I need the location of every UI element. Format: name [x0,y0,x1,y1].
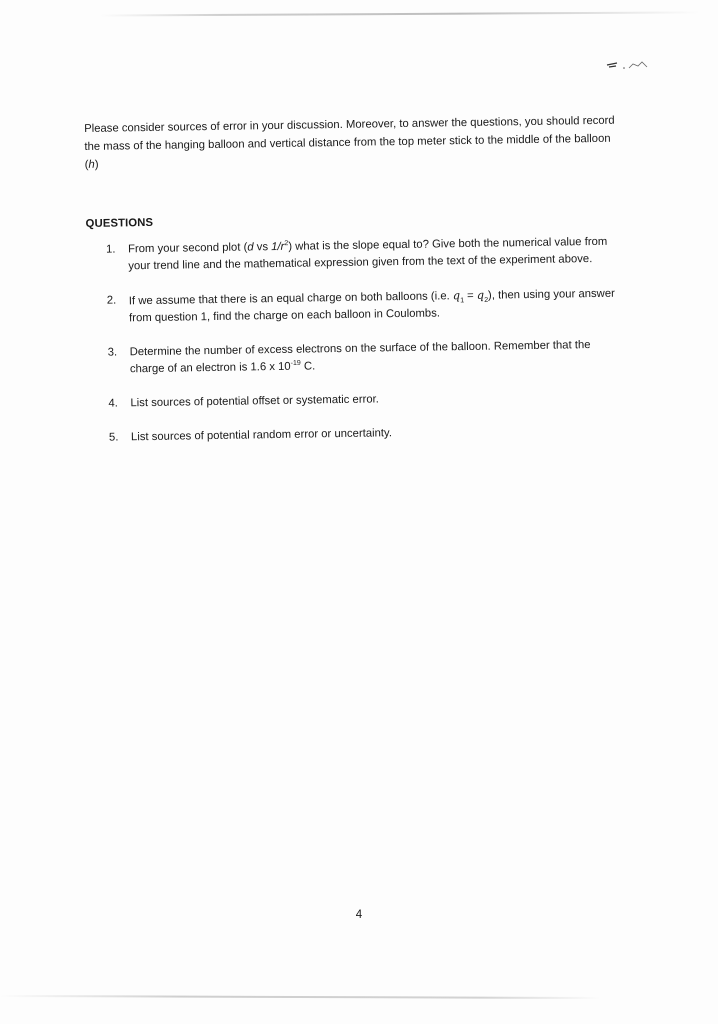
math-subscript: 1 [460,297,465,305]
question-3 [88,336,628,378]
question-number: 3. [107,346,118,359]
question-text: ), then using your answer from question 1, find the charge on each balloon in Coulombs. [129,287,615,325]
math-symbol-q: q [476,288,485,302]
math-symbol-q: q [452,289,461,303]
pen-mark-icon [605,58,655,72]
intro-text-end: ) [94,158,99,171]
question-text: vs [253,241,272,254]
page-content [84,112,629,464]
question-variable: d [247,241,254,254]
question-text: C. [300,360,316,373]
question-2 [87,284,627,327]
question-text: List sources of potential offset or systematic error. [130,393,379,410]
intro-paragraph [84,112,625,174]
questions-list [86,234,629,447]
page-number: 4 [355,909,363,921]
scan-artifact-bottom [0,995,600,999]
question-number: 5. [108,431,119,444]
question-5 [89,421,629,446]
question-text: List sources of potential random error or uncertainty. [130,427,393,444]
question-number: 2. [106,294,117,307]
question-1 [86,234,626,276]
question-number: 1. [105,243,116,256]
math-subscript: 2 [484,296,489,304]
intro-variable-h: h [88,158,95,171]
question-exponent: 2 [284,240,289,248]
scan-artifact-top [100,11,700,16]
question-text: If we assume that there is an equal charge on both balloons (i.e. [128,290,453,308]
question-text: From your second plot ( [127,241,248,256]
question-4 [88,387,628,412]
questions-heading: QUESTIONS [85,216,154,230]
question-text: Determine the number of excess electrons on the surface of the balloon. Remember that the charge of an electron is 1.6 x 10 [129,339,591,376]
question-number: 4. [108,397,118,410]
question-exponent: -19 [290,359,301,368]
intro-text: Please consider sources of error in your discussion. Moreover, to answer the questions, you should record the mass of the hanging balloon and vertical distance from the top meter stick to the middle of the balloon ( [84,114,615,171]
question-text: ) what is the slope equal to? Give both the numerical value from your trend line and the mathematical expression given from the text of the experiment above. [128,235,608,273]
math-equals: = [463,289,477,303]
question-variable: 1/r [271,240,285,254]
